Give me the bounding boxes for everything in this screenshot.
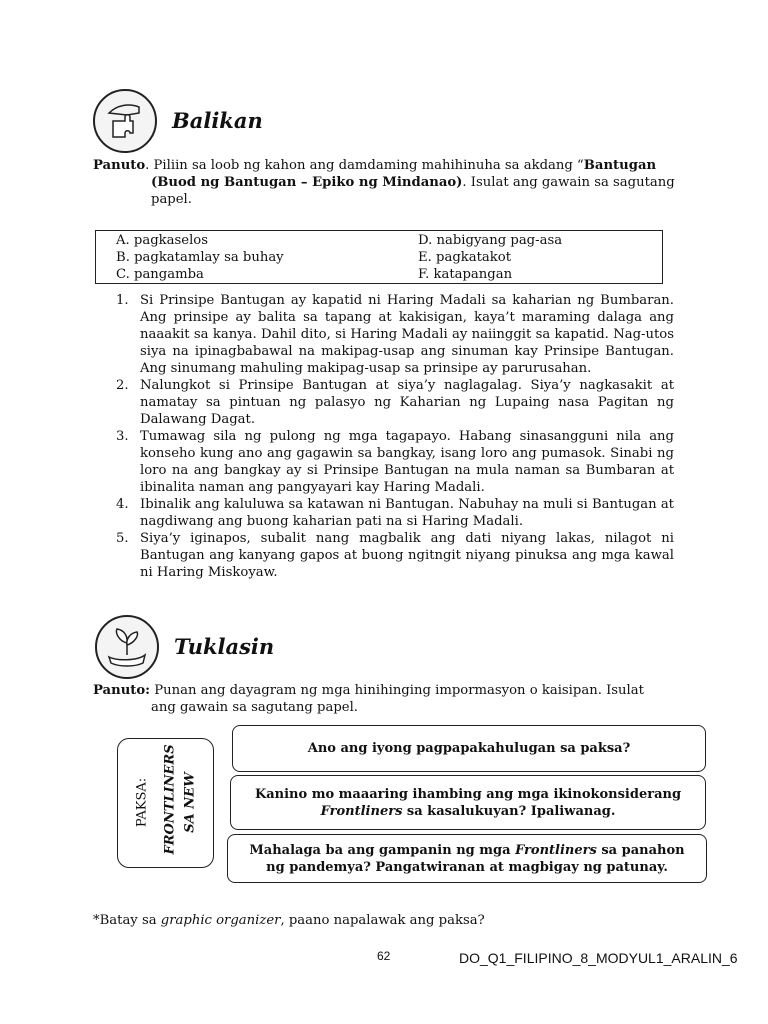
paksa-topic-line2: SA NEW — [182, 772, 198, 833]
plant-hand-icon — [95, 615, 159, 679]
instruction-subtitle: (Buod ng Bantugan – Epiko ng Mindanao) — [151, 175, 463, 190]
list-item: 5. Siya’y iginapos, subalit nang magbalik ang dati niyang lakas, nilagot ni Bantugan ang kanyang gapos at buong ngitngit niyang pinuksa ang mga kawal ni Haring Miskoyaw. — [116, 531, 674, 580]
paksa-topic-line1: FRONTLINERS — [162, 744, 178, 855]
tuklasin-instruction — [93, 682, 683, 716]
module-code: DO_Q1_FILIPINO_8_MODYUL1_ARALIN_6 — [459, 950, 738, 966]
question-box-3: Mahalaga ba ang gampanin ng mga Frontliners sa panahon ng pandemya? Pangatwiranan at magbigay ng patunay. — [227, 834, 707, 883]
list-item: 3. Tumawag sila ng pulong ng mga tagapayo. Habang sinasangguni nila ang konseho kung ano ang gagawin sa bangkay, isang loro ang pumasok. Sinabi ng loro na ang bangkay ay si Prinsipe Bantugan na mula naman sa Bumbaran at ibinalita naman ang pangyayari kay Haring Madali. — [116, 429, 674, 495]
list-item: 4. Ibinalik ang kaluluwa sa katawan ni Bantugan. Nabuhay na muli si Bantugan at nagdiwang ang buong kaharian pati na si Haring Madali. — [116, 497, 674, 529]
question-box-1: Ano ang iyong pagpapakahulugan sa paksa? — [232, 725, 706, 772]
instruction-text: Punan ang dayagram ng mga hinihinging impormasyon o kaisipan. Isulat — [150, 683, 644, 698]
choice-f: F. katapangan — [418, 267, 513, 282]
instruction-text-3: papel. — [151, 192, 192, 207]
story-event-list — [114, 292, 674, 581]
list-item: 2. Nalungkot si Prinsipe Bantugan at siya’y naglagalag. Siya’y nagkasakit at namatay sa pintuan ng palasyo ng Kaharian ng Lupaing nasa Pagitan ng Dalawang Dagat. — [116, 378, 674, 427]
instruction-text-2: . Isulat ang gawain sa sagutang — [462, 175, 675, 190]
page-number: 62 — [377, 949, 391, 963]
footnote: *Batay sa graphic organizer, paano napalawak ang paksa? — [93, 913, 485, 928]
choice-a: A. pagkaselos — [116, 233, 209, 248]
instruction-label: Panuto — [93, 158, 146, 173]
balikan-instruction — [93, 157, 683, 208]
instruction-title: Bantugan — [583, 158, 657, 173]
instruction-text-2: ang gawain sa sagutang papel. — [151, 700, 358, 715]
choice-e: E. pagkatakot — [418, 250, 512, 265]
section-title-tuklasin: Tuklasin — [174, 634, 275, 659]
list-item: 1. Si Prinsipe Bantugan ay kapatid ni Haring Madali sa kaharian ng Bumbaran. Ang prinsipe ay balita sa tapang at kakisigan, kaya’t maraming dalaga ang naaakit sa kanya. Dahil dito, si Haring Madali ay naiinggit sa kapatid. Nag-utos siya na ipinagbabawal na makipag-usap ang sinuman kay Prinsipe Bantugan. Ang sinumang mahuling makipag-usap sa prinsipe ay parurusahan. — [116, 293, 674, 376]
instruction-label: Panuto: — [93, 683, 151, 698]
paksa-box — [117, 738, 214, 868]
choice-d: D. nabigyang pag-asa — [418, 233, 563, 248]
instruction-text: . Piliin sa loob ng kahon ang damdaming mahihinuha sa akdang “ — [145, 158, 584, 173]
section-title-balikan: Balikan — [172, 108, 263, 133]
question-box-2: Kanino mo maaaring ihambing ang mga ikinokonsiderang Frontliners sa kasalukuyan? Ipaliwanag. — [230, 775, 706, 830]
choice-c: C. pangamba — [116, 267, 204, 282]
puzzle-hand-icon — [93, 89, 157, 153]
paksa-label: PAKSA: — [134, 777, 150, 828]
choices-box — [95, 230, 663, 284]
choice-b: B. pagkatamlay sa buhay — [116, 250, 284, 265]
